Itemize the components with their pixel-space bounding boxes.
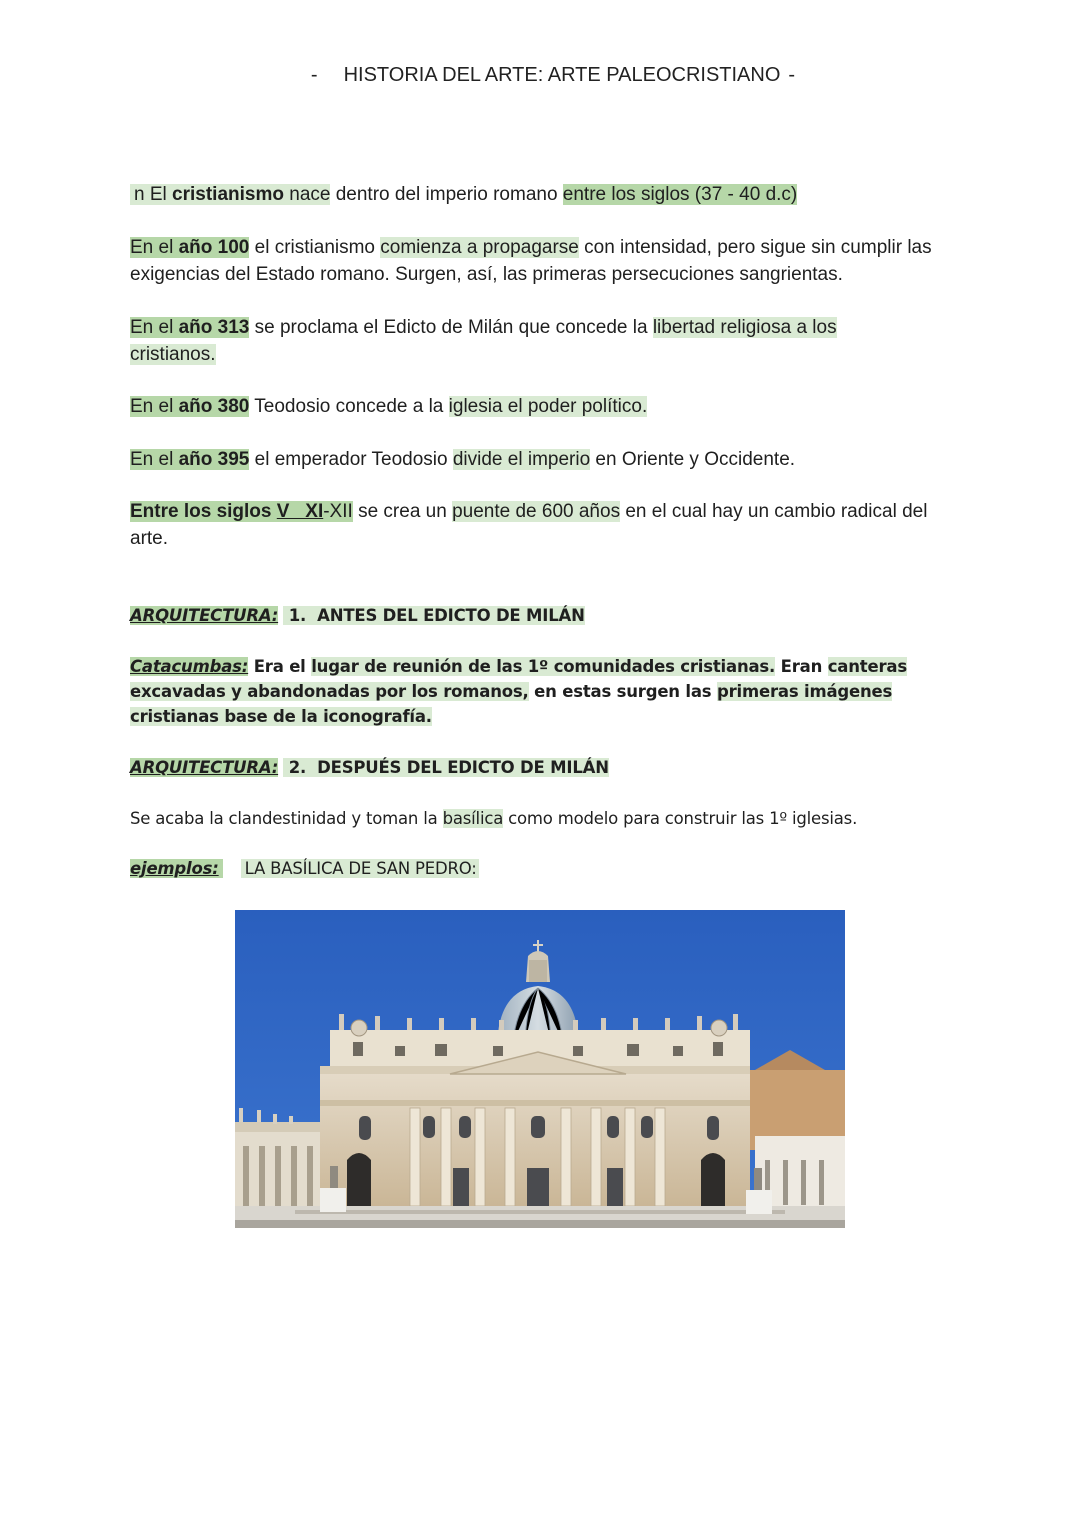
highlight-segment: basílica	[442, 809, 504, 828]
paragraph-basilica	[130, 806, 950, 831]
basilica-photo	[235, 910, 845, 1228]
examples-line	[130, 856, 950, 881]
text-segment: Eran	[775, 657, 828, 676]
text-segment: en el cual hay un cambio radical del arte.	[130, 501, 928, 549]
highlight-segment: iglesia el poder político.	[448, 396, 648, 417]
text-segment: se proclama el Edicto de Milán que concede la	[249, 317, 653, 338]
paragraph-centuries	[130, 498, 950, 552]
page-title	[0, 64, 1080, 87]
year-label: En el año 380	[130, 396, 250, 417]
paragraph-year-380	[130, 393, 950, 420]
text-segment: Era el	[248, 657, 312, 676]
text-segment: Teodosio concede a la	[249, 396, 449, 417]
paragraph-year-100	[130, 234, 950, 288]
highlight-segment: libertad religiosa a los cristianos.	[130, 317, 837, 365]
highlight-segment: divide el imperio	[452, 449, 591, 470]
highlight-segment: comienza a propagarse	[380, 237, 579, 258]
paragraph-year-395	[130, 446, 950, 473]
text-segment: en estas surgen las	[528, 682, 717, 701]
section-heading-after-edict	[130, 755, 950, 780]
title-dash-right: -	[788, 64, 796, 86]
example-title: LA BASÍLICA DE SAN PEDRO:	[241, 859, 479, 878]
centuries-label: Entre los siglos V XI-XII	[130, 501, 353, 522]
year-label: En el año 395	[130, 449, 250, 470]
basilica-illustration	[235, 910, 845, 1228]
section-heading-before-edict	[130, 603, 950, 628]
text-segment: Se acaba la clandestinidad y toman la	[130, 809, 443, 828]
title-dash-left: -	[310, 64, 318, 86]
paragraph-catacumbas	[130, 654, 930, 729]
text-segment: como modelo para construir las 1º iglesias.	[503, 809, 858, 828]
year-label: En el año 313	[130, 317, 250, 338]
section-label: ARQUITECTURA:	[130, 758, 279, 777]
text-segment: se crea un	[352, 501, 453, 522]
highlight-segment: primeras imágenes cristianas base de la iconografía.	[130, 682, 893, 726]
section-title: 2. DESPUÉS DEL EDICTO DE MILÁN	[283, 758, 609, 777]
highlight-segment: puente de 600 años	[452, 501, 621, 522]
highlight-segment: entre los siglos (37 - 40 d.c)	[562, 184, 798, 205]
section-label: ARQUITECTURA:	[130, 606, 279, 625]
paragraph-origin	[130, 181, 950, 208]
term-label: Catacumbas:	[130, 657, 249, 676]
paragraph-year-313	[130, 314, 890, 368]
text-segment: en Oriente y Occidente.	[590, 449, 796, 470]
examples-label: ejemplos:	[130, 859, 223, 878]
text-segment: el emperador Teodosio	[249, 449, 453, 470]
highlight-segment: canteras excavadas y abandonadas por los romanos,	[130, 657, 907, 701]
text-segment: con intensidad, pero sigue sin cumplir las exigencias del Estado romano. Surgen, así, las primeras persecuciones sangrientas.	[130, 237, 932, 285]
text-segment: el cristianismo	[249, 237, 381, 258]
highlight-segment: lugar de reunión de las 1º comunidades cristianas.	[311, 657, 776, 676]
text-segment: n El cristianismo nace	[130, 184, 330, 205]
title-text: HISTORIA DEL ARTE: ARTE PALEOCRISTIANO	[343, 64, 781, 86]
text-segment: dentro del imperio romano	[330, 184, 563, 205]
year-label: En el año 100	[130, 237, 250, 258]
section-title: 1. ANTES DEL EDICTO DE MILÁN	[283, 606, 585, 625]
